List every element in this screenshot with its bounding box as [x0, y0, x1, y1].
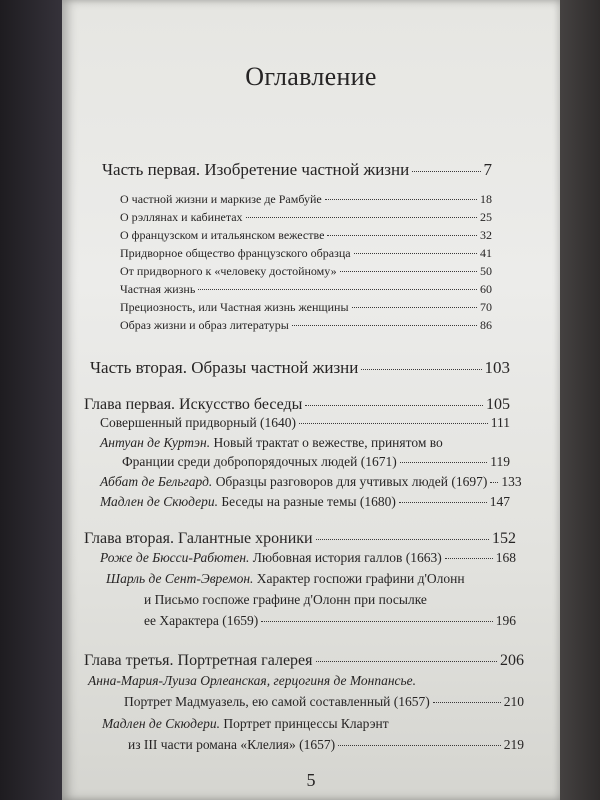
toc-entry: Роже де Бюсси-Рабютен. Любовная история галлов (1663) 168: [100, 550, 516, 565]
toc-part-one: Часть первая. Изобретение частной жизни 7: [102, 160, 492, 179]
toc-entry: Прециозность, или Частная жизнь женщины 70: [120, 300, 492, 314]
toc-part-two: Часть вторая. Образы частной жизни 103: [90, 358, 510, 377]
toc-entry: Частная жизнь 60: [120, 282, 492, 296]
book-page: [62, 0, 560, 800]
toc-entry: О рэллянах и кабинетах 25: [120, 210, 492, 224]
toc-entry: ее Характера (1659) 196: [144, 613, 516, 628]
page-number: 5: [306, 770, 316, 790]
toc-entry-line: Антуан де Куртэн. Новый трактат о вежестве, принятом во: [100, 435, 443, 450]
toc-entry: Аббат де Бельгард. Образцы разговоров для учтивых людей (1697) 133: [100, 474, 522, 489]
toc-chapter-three: Глава третья. Портретная галерея 206: [84, 652, 524, 669]
toc-entry: Образ жизни и образ литературы 86: [120, 318, 492, 332]
toc-entry-line: и Письмо госпоже графине д'Олонн при посылке: [144, 592, 427, 607]
page-title: Оглавление: [245, 62, 377, 91]
toc-entry: Придворное общество французского образца 41: [120, 246, 492, 260]
toc-entry: Портрет Мадмуазель, ею самой составленный (1657) 210: [124, 694, 524, 709]
toc-chapter-one: Глава первая. Искусство беседы 105: [84, 396, 510, 413]
desk-surface-left: [0, 0, 62, 800]
toc-entry: Франции среди добропорядочных людей (1671) 119: [122, 454, 510, 469]
toc-entry-line: Мадлен де Скюдери. Портрет принцессы Кларэнт: [102, 716, 389, 731]
toc-entry: Мадлен де Скюдери. Беседы на разные темы (1680) 147: [100, 494, 510, 509]
toc-entry: из III части романа «Клелия» (1657) 219: [128, 737, 524, 752]
toc-entry: От придворного к «человеку достойному» 50: [120, 264, 492, 278]
toc-entry: Совершенный придворный (1640) 111: [100, 415, 510, 430]
toc-entry: О частной жизни и маркизе де Рамбуйе 18: [120, 192, 492, 206]
toc-entry-line: Шарль де Сент-Эвремон. Характер госпожи графини д'Олонн: [106, 571, 465, 586]
toc-entry-line: Анна-Мария-Луиза Орлеанская, герцогиня де Монпансье.: [88, 673, 417, 688]
toc-entry: О французском и итальянском вежестве 32: [120, 228, 492, 242]
toc-chapter-two: Глава вторая. Галантные хроники 152: [84, 530, 516, 547]
